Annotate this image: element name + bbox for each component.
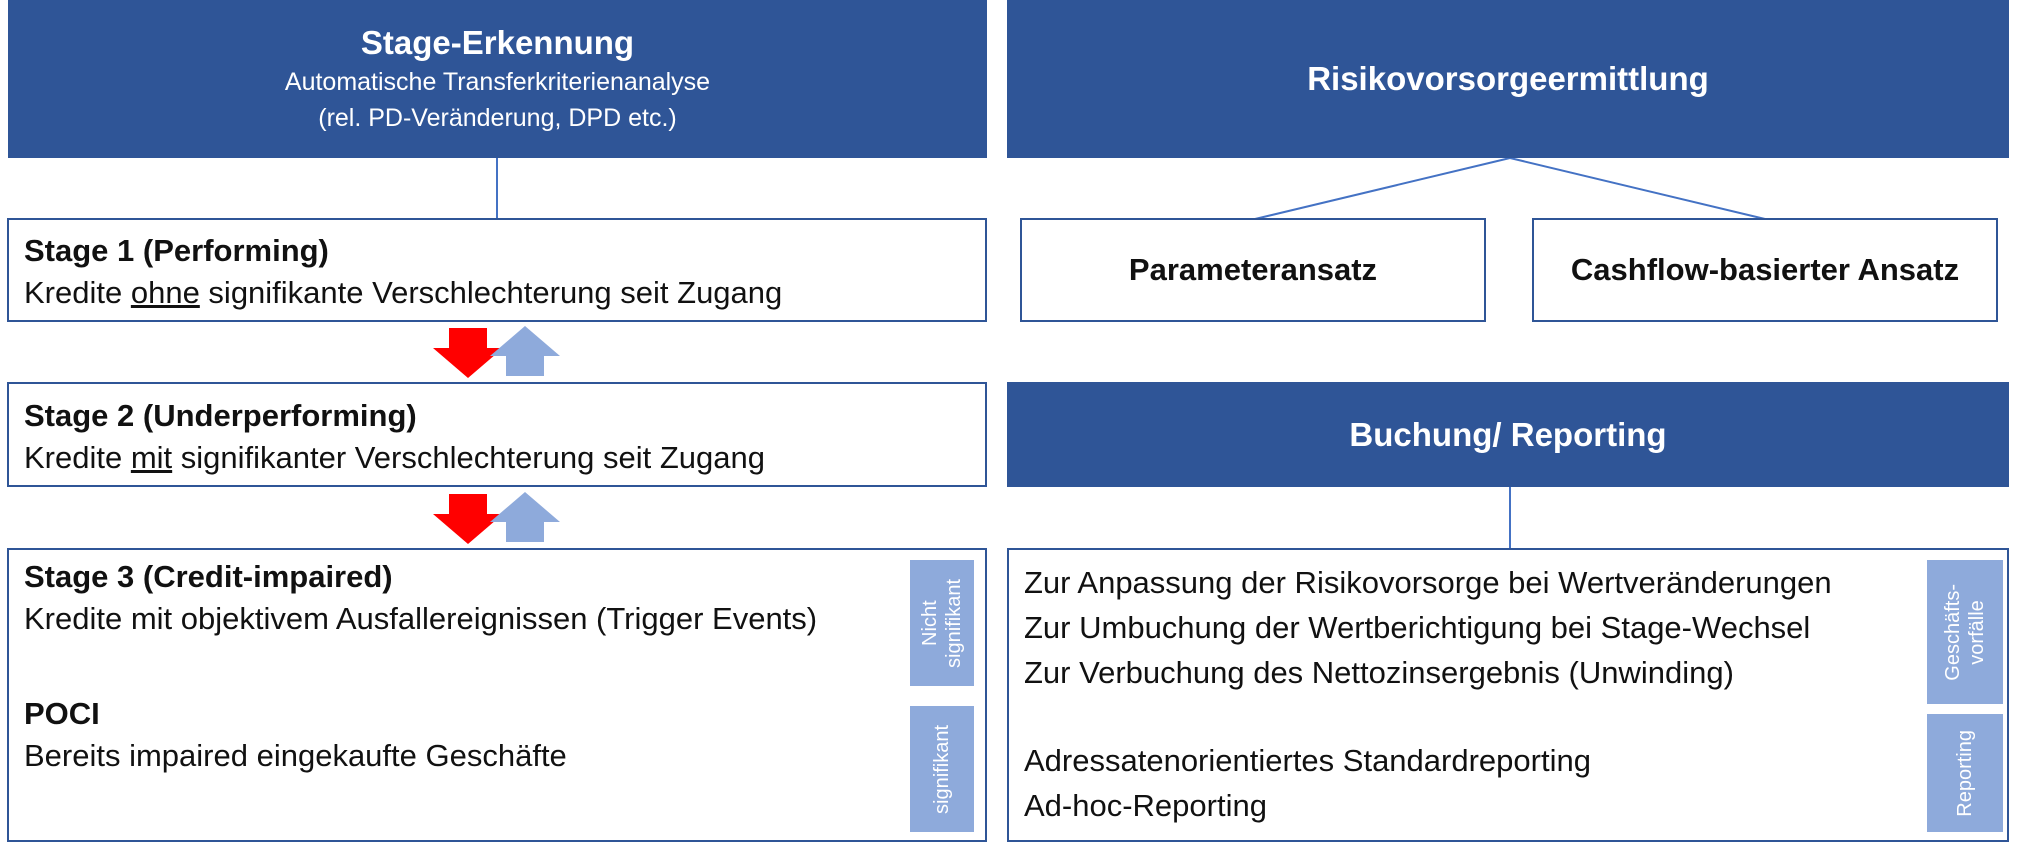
stage3-box: [7, 548, 987, 842]
report-item-2: Ad-hoc-Reporting: [1024, 788, 1267, 823]
stage1-text: Kredite ohne signifikante Verschlechterung seit Zugang: [24, 275, 783, 310]
parameter-approach-label: Parameteransatz: [1128, 252, 1378, 287]
stage3-text: Kredite mit objektivem Ausfallereignissen (Trigger Events): [24, 601, 818, 636]
stage1-text-emphasis: ohne: [130, 275, 200, 310]
stage-detection-header: [8, 0, 987, 158]
reporting-tag: Reporting: [1927, 714, 2003, 832]
business-events-tag: Geschäfts- vorfälle: [1927, 560, 2003, 704]
stage-detection-title: Stage-Erkennung: [360, 24, 635, 61]
booking-event-1: Zur Anpassung der Risikovorsorge bei Wertveränderungen: [1024, 565, 1832, 600]
cashflow-approach-box: [1532, 218, 1998, 322]
risk-header: [1007, 0, 2009, 158]
transition-arrow-up-1: [490, 326, 560, 376]
stage2-text: Kredite mit signifikanter Verschlechterung seit Zugang: [24, 440, 765, 475]
poci-title: POCI: [24, 696, 100, 731]
significant-tag: signifikant: [910, 706, 974, 832]
transition-arrow-up-2: [490, 492, 560, 542]
report-item-1: Adressatenorientiertes Standardreporting: [1024, 743, 1591, 778]
parameter-approach-box: [1020, 218, 1486, 322]
booking-event-2: Zur Umbuchung der Wertberichtigung bei Stage-Wechsel: [1024, 610, 1811, 645]
stage-detection-subtitle-line2: (rel. PD-Veränderung, DPD etc.): [318, 104, 677, 132]
cashflow-approach-label: Cashflow-basierter Ansatz: [1570, 252, 1960, 287]
stage3-title: Stage 3 (Credit-impaired): [24, 559, 393, 594]
stage1-title: Stage 1 (Performing): [24, 233, 329, 268]
stage2-title: Stage 2 (Underperforming): [24, 398, 417, 433]
stage-detection-subtitle-line1: Automatische Transferkriterienanalyse: [284, 68, 711, 96]
poci-text: Bereits impaired eingekaufte Geschäfte: [24, 738, 567, 773]
stage2-text-emphasis: mit: [130, 440, 173, 475]
connector-risk-parameter: [1255, 158, 1510, 219]
booking-title: Buchung/ Reporting: [1349, 415, 1667, 453]
stage2-box: [7, 382, 987, 487]
booking-event-3: Zur Verbuchung des Nettozinsergebnis (Unwinding): [1024, 655, 1734, 690]
stage1-box: [7, 218, 987, 322]
risk-title: Risikovorsorgeermittlung: [1307, 60, 1709, 97]
booking-box: [1007, 548, 2009, 842]
connector-risk-cashflow: [1510, 158, 1765, 219]
booking-header: [1007, 382, 2009, 487]
non-significant-tag: Nicht signifikant: [910, 560, 974, 686]
